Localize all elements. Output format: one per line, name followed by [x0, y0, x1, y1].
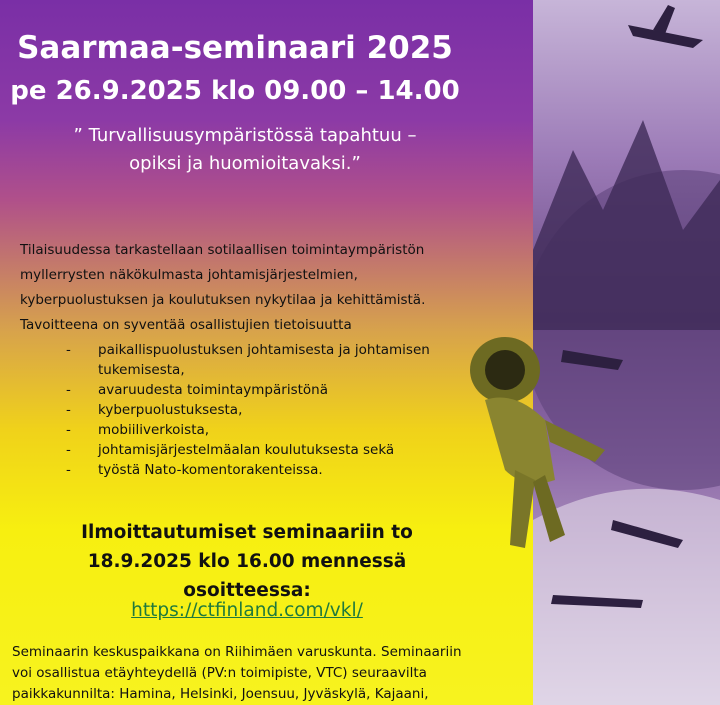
location-paragraph: [12, 642, 527, 705]
registration-line: osoitteessa:: [183, 580, 311, 601]
quote-line: opiksi ja huomioitavaksi.”: [129, 153, 361, 174]
event-title: Saarmaa-seminaari 2025: [17, 30, 453, 66]
intro-line: Tilaisuudessa tarkastellaan sotilaallisen toimintaympäristön: [20, 242, 425, 258]
registration-line: Ilmoittautumiset seminaariin to: [81, 522, 413, 543]
astronaut-illustration: [455, 330, 635, 560]
intro-line: kyberpuolustuksen ja koulutuksen nykytilaa ja kehittämistä.: [20, 292, 426, 308]
list-item: - mobiiliverkoista,: [66, 422, 210, 438]
list-item: - kyberpuolustuksesta,: [66, 402, 243, 418]
list-item: - avaruudesta toimintaympäristönä: [66, 382, 328, 398]
quote-line: ” Turvallisuusympäristössä tapahtuu –: [73, 125, 417, 146]
intro-paragraph: [20, 238, 525, 338]
location-line: voi osallistua etäyhteydellä (PV:n toimipiste, VTC) seuraavilta: [12, 665, 427, 681]
list-item: - paikallispuolustuksen johtamisesta ja johtamisen tukemisesta,: [66, 342, 430, 378]
registration-notice: [72, 518, 422, 605]
location-line: Seminaarin keskuspaikkana on Riihimäen varuskunta. Seminaariin: [12, 644, 462, 660]
intro-line: Tavoitteena on syventää osallistujien tietoisuutta: [20, 317, 352, 333]
location-line: paikkakunnilta: Hamina, Helsinki, Joensuu, Jyväskylä, Kajaani,: [12, 686, 429, 702]
intro-line: myllerrysten näkökulmasta johtamisjärjestelmien,: [20, 267, 358, 283]
registration-line: 18.9.2025 klo 16.00 mennessä: [87, 551, 407, 572]
topic-list: [66, 340, 466, 480]
list-item: - johtamisjärjestelmäalan koulutuksesta sekä: [66, 442, 395, 458]
registration-link[interactable]: https://ctfinland.com/vkl/: [131, 600, 363, 621]
event-quote: [60, 122, 430, 178]
list-item: - työstä Nato-komentorakenteissa.: [66, 462, 323, 478]
event-datetime: pe 26.9.2025 klo 09.00 – 14.00: [10, 76, 460, 106]
